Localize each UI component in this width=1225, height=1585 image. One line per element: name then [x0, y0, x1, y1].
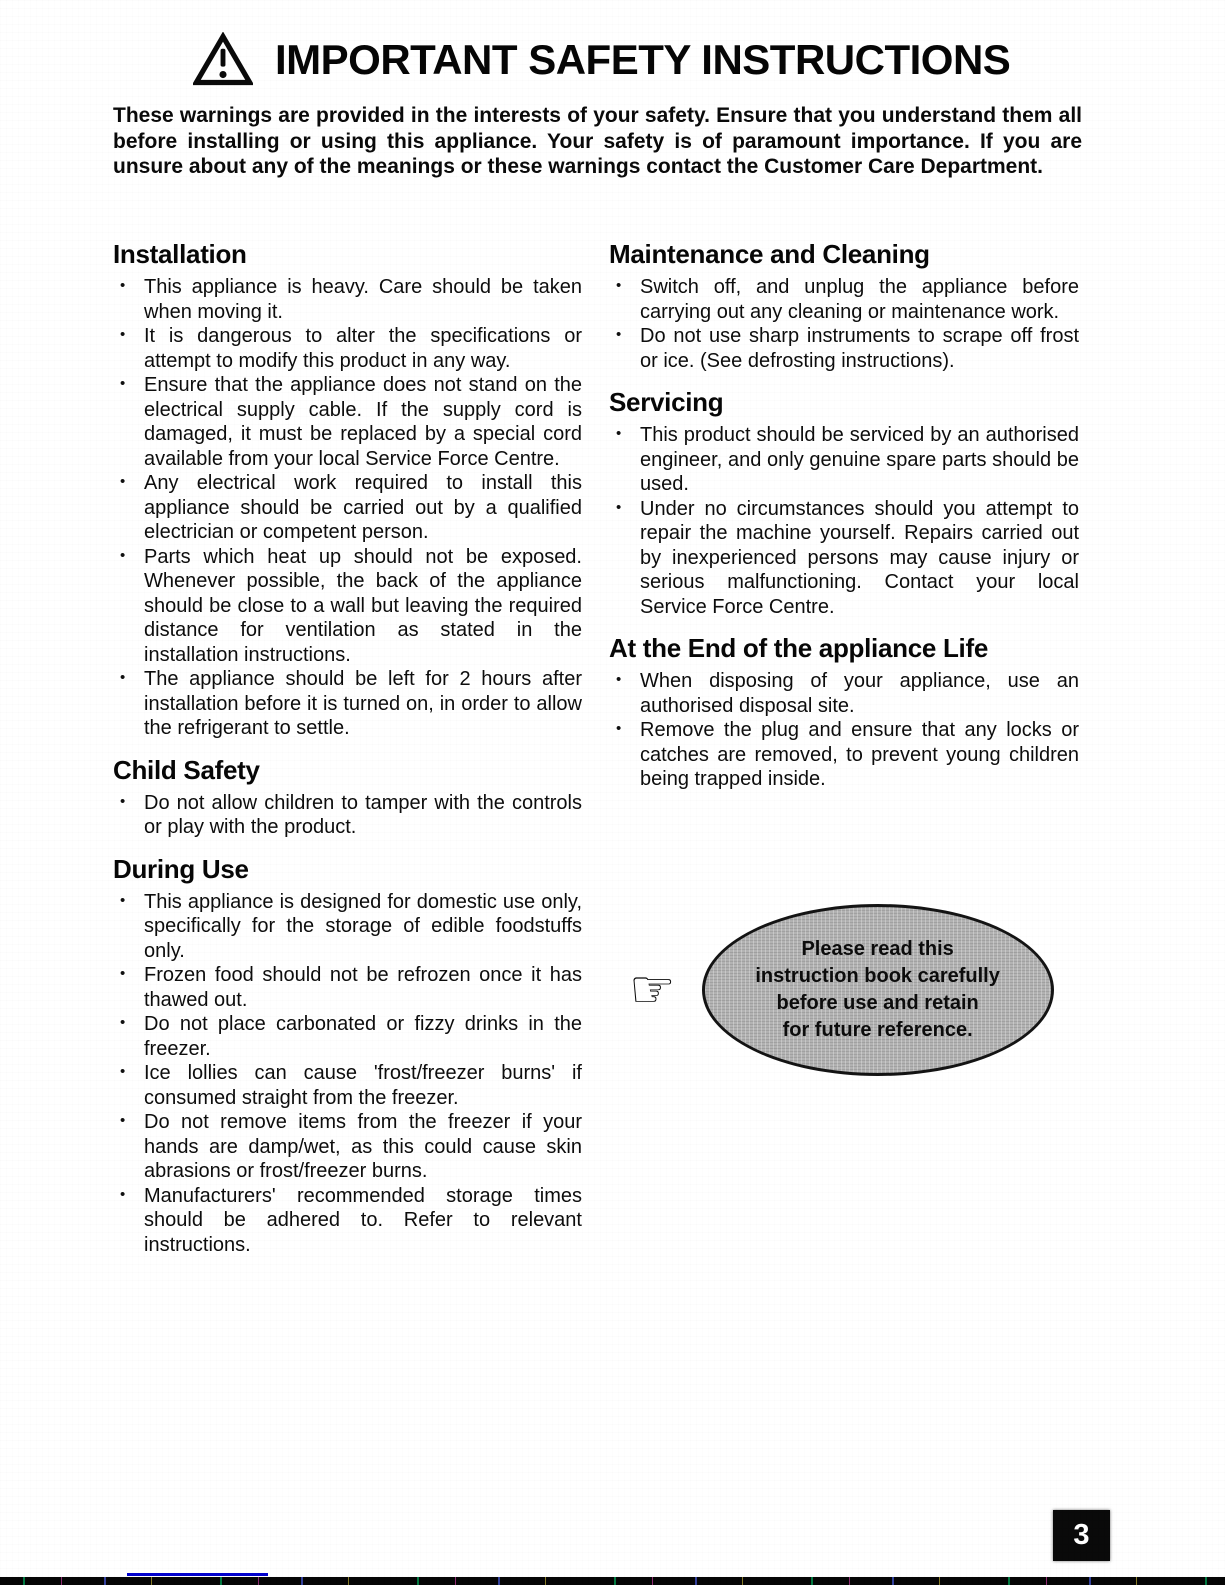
- bullet-list: [113, 890, 582, 1258]
- page-number-badge: 3: [1053, 1510, 1110, 1561]
- section-child-safety: [113, 756, 582, 840]
- bullet-list: [609, 669, 1079, 792]
- intro-paragraph: These warnings are provided in the interests of your safety. Ensure that you understand them all before installing or using this appliance. Your safety is of paramount importance. If you are unsure about any of the meanings or these warnings contact the Customer Care Department.: [113, 104, 1082, 178]
- bullet-list: [113, 791, 582, 840]
- section-heading-maintenance: Maintenance and Cleaning: [609, 239, 930, 269]
- notice-line: for future reference.: [782, 1018, 973, 1041]
- pointing-hand-icon: ☞: [629, 959, 676, 1020]
- bullet-item: • Do not place carbonated or fizzy drinks in the freezer.: [113, 1012, 582, 1061]
- bullet-item: • It is dangerous to alter the specifications or attempt to modify this product in any way.: [113, 324, 582, 373]
- section-maintenance-cleaning: [609, 240, 1079, 373]
- read-instructions-notice: [609, 904, 1079, 1076]
- section-heading-servicing: Servicing: [609, 387, 724, 417]
- notice-line: before use and retain: [776, 991, 979, 1014]
- bullet-list: [113, 275, 582, 741]
- section-during-use: [113, 855, 582, 1258]
- section-servicing: [609, 388, 1079, 619]
- scan-edge-strip: [0, 1577, 1225, 1585]
- bullet-item: • This appliance is heavy. Care should be taken when moving it.: [113, 275, 582, 324]
- section-heading-child-safety: Child Safety: [113, 754, 260, 785]
- bullet-item: • Do not allow children to tamper with the controls or play with the product.: [113, 791, 582, 840]
- bullet-item: • Switch off, and unplug the appliance before carrying out any cleaning or maintenance work.: [609, 275, 1079, 324]
- content-columns: [113, 240, 1079, 1272]
- bullet-item: • Do not remove items from the freezer if your hands are damp/wet, as this could cause skin abrasions or frost/freezer burns.: [113, 1110, 582, 1184]
- bullet-item: • Ensure that the appliance does not stand on the electrical supply cable. If the supply cord is damaged, it must be replaced by a special cord available from your local Service Force Centre.: [113, 373, 582, 471]
- section-installation: [113, 240, 582, 741]
- notice-line: instruction book carefully: [755, 964, 1000, 987]
- bullet-item: • Ice lollies can cause 'frost/freezer burns' if consumed straight from the freezer.: [113, 1061, 582, 1110]
- bullet-item: • Under no circumstances should you attempt to repair the machine yourself. Repairs carried out by inexperienced persons may cause injury or serious malfunctioning. Contact your local Service Force Centre.: [609, 497, 1079, 620]
- notice-text: [728, 936, 1028, 1044]
- bullet-item: • The appliance should be left for 2 hours after installation before it is turned on, in order to allow the refrigerant to settle.: [113, 667, 582, 741]
- bullet-item: • Do not use sharp instruments to scrape off frost or ice. (See defrosting instructions).: [609, 324, 1079, 373]
- page-header: [193, 32, 1010, 88]
- page-title: IMPORTANT SAFETY INSTRUCTIONS: [275, 36, 1011, 83]
- notice-oval: [702, 904, 1054, 1076]
- footer-blue-line: [127, 1573, 268, 1576]
- bullet-item: • Any electrical work required to install this appliance should be carried out by a qualified electrician or competent person.: [113, 471, 582, 545]
- bullet-item: • Manufacturers' recommended storage times should be adhered to. Refer to relevant instructions.: [113, 1184, 582, 1258]
- left-column: [113, 240, 582, 1272]
- warning-triangle-icon: [193, 32, 253, 88]
- section-heading-during-use: During Use: [113, 853, 249, 884]
- bullet-item: • This product should be serviced by an authorised engineer, and only genuine spare parts should be used.: [609, 423, 1079, 497]
- section-end-of-life: [609, 634, 1079, 792]
- bullet-item: • Parts which heat up should not be exposed. Whenever possible, the back of the appliance should be close to a wall but leaving the required distance for ventilation as stated in the installation instructions.: [113, 545, 582, 668]
- bullet-list: [609, 275, 1079, 373]
- section-heading-end-of-life: At the End of the appliance Life: [609, 633, 988, 663]
- bullet-item: • Remove the plug and ensure that any locks or catches are removed, to prevent young children being trapped inside.: [609, 718, 1079, 792]
- section-heading-installation: Installation: [113, 239, 247, 269]
- bullet-list: [609, 423, 1079, 619]
- bullet-item: • This appliance is designed for domestic use only, specifically for the storage of edible foodstuffs only.: [113, 890, 582, 964]
- right-column: [609, 240, 1079, 1272]
- bullet-item: • When disposing of your appliance, use an authorised disposal site.: [609, 669, 1079, 718]
- notice-line: Please read this: [801, 937, 954, 960]
- bullet-item: • Frozen food should not be refrozen once it has thawed out.: [113, 963, 582, 1012]
